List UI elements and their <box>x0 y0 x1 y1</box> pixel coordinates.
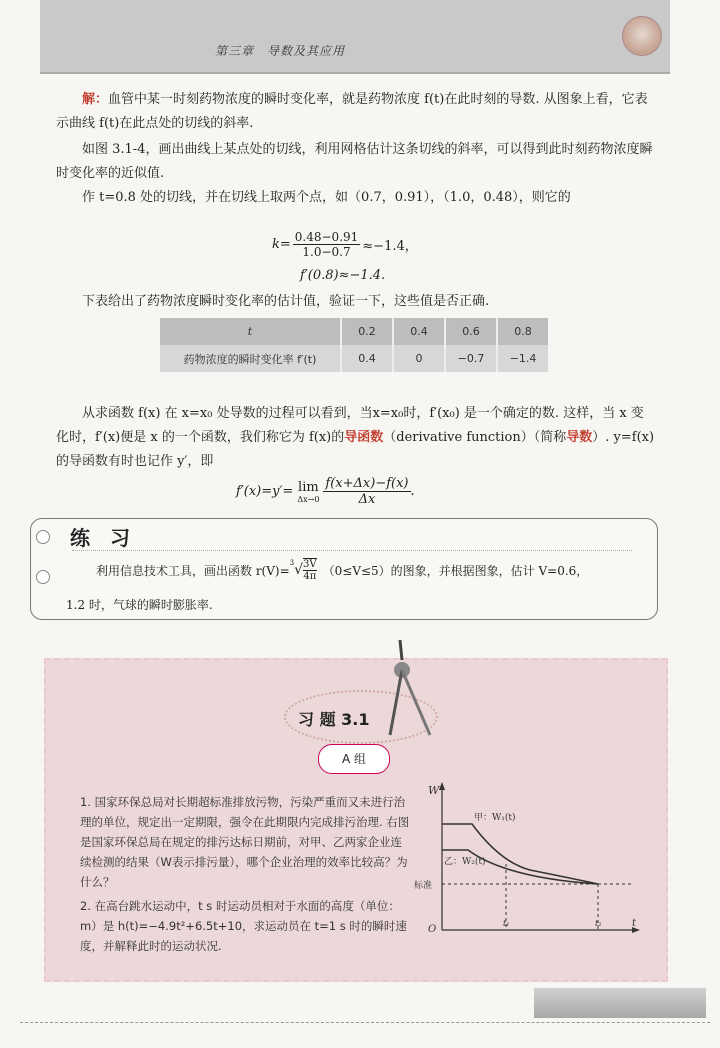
table-cell: 0.2 <box>341 318 393 345</box>
binder-hole-icon <box>36 530 50 544</box>
page-bottom-rule <box>20 1022 710 1023</box>
eq-numerator: 0.48−0.91 <box>294 230 359 244</box>
term-derivative-function: 导函数 <box>344 430 384 445</box>
x-axis-label: t <box>632 918 637 929</box>
t2-tick: t₂ <box>595 919 602 928</box>
root-numerator: 3V <box>303 559 317 570</box>
derivative-text-a: 从求函数 f(x) 在 x=x₀ 处导数的过程可以看到，当x=x₀时，f′(x₀) 是一个确定的数. 这样，当 x 变化时，f′(x)便是 x 的一个函数，我们称它为 f(x)的 <box>56 406 644 445</box>
standard-label: 标准 <box>414 881 433 891</box>
origin-label: O <box>428 924 437 935</box>
practice-text-c: 1.2 时，气球的瞬时膨胀率. <box>66 598 213 612</box>
exercise-question-1: 1. 国家环保总局对长期超标准排放污物，污染严重而又未进行治理的单位，规定出一定期限，强令在此期限内完成排污治理. 右图是国家环保总局在规定的排污达标日期前，对甲、乙两家企业连续检测的结果（W表示排污量），哪个企业治理的效率比较高？为什么？ <box>80 795 410 889</box>
table-cell: −0.7 <box>445 345 497 372</box>
term-derivative: 导数 <box>566 430 593 445</box>
formula-denominator: Δx <box>358 492 376 507</box>
eq-k-label: k= <box>272 237 291 252</box>
table-cell: 0.4 <box>341 345 393 372</box>
page-header <box>40 0 670 74</box>
formula-end: . <box>410 484 415 499</box>
solution-paragraph-2: 如图 3.1-4，画出曲线上某点处的切线，利用网格估计这条切线的斜率，可以得到此时刻药物浓度瞬时变化率的近似值. <box>56 142 653 181</box>
table-cell: 0 <box>393 345 445 372</box>
y-axis-label: W <box>428 784 440 797</box>
pollution-chart <box>410 780 642 940</box>
formula-limit <box>297 480 319 504</box>
slope-equation <box>272 230 418 259</box>
derivative-text-b: （derivative function）（简称 <box>383 430 567 445</box>
compass-icon <box>380 640 440 740</box>
binder-hole-icon <box>36 570 50 584</box>
derivative-formula <box>236 476 415 507</box>
eq-denominator: 1.0−0.7 <box>302 245 351 259</box>
table-cell: 0.4 <box>393 318 445 345</box>
group-badge: A 组 <box>318 744 390 774</box>
table-cell: 0.6 <box>445 318 497 345</box>
derivative-paragraph <box>56 402 656 474</box>
practice-text-b: （0≤V≤5）的图象，并根据图象，估计 V=0.6， <box>322 563 589 578</box>
jia-label: 甲：W₁(t) <box>474 813 516 823</box>
exercise-question-2: 2. 在高台跳水运动中，t s 时运动员相对于水面的高度（单位：m）是 h(t)=−4.9t²+6.5t+10，求运动员在 t=1 s 时的瞬时速度，并解释此时的运动状况. <box>80 899 407 953</box>
table-cell: 0.8 <box>497 318 548 345</box>
table-cell: 药物浓度的瞬时变化率 f′(t) <box>183 352 317 366</box>
solution-paragraph-1 <box>56 88 656 136</box>
t1-tick: t₁ <box>503 919 510 928</box>
curve-jia <box>442 824 598 884</box>
divider <box>72 550 632 551</box>
solution-paragraph-4: 下表给出了药物浓度瞬时变化率的估计值，验证一下，这些值是否正确. <box>82 294 490 309</box>
practice-text-a: 利用信息技术工具，画出函数 r(V)= <box>96 563 290 578</box>
formula-lhs: f′(x)=y′= <box>236 484 294 499</box>
page-footer-bar <box>534 988 706 1018</box>
root-fraction <box>303 558 317 582</box>
radical-icon: √ <box>294 562 304 578</box>
formula-fraction <box>323 476 410 507</box>
y-axis-arrow-icon <box>439 782 445 790</box>
formula-lim: lim <box>298 479 319 495</box>
root-denominator: 4π <box>303 571 317 582</box>
practice-text-line <box>96 558 588 582</box>
practice-title: 练 习 <box>70 526 130 550</box>
exercise-title: 习 题 3.1 <box>298 710 370 729</box>
chapter-title: 第三章 导数及其应用 <box>215 44 346 58</box>
eq-f-derivative: f′(0.8)≈−1.4. <box>300 268 386 283</box>
formula-lim-subscript: Δx→0 <box>297 494 320 504</box>
eq-fraction <box>293 230 361 259</box>
eq-k-result: ≈−1.4， <box>362 239 418 254</box>
yi-label: 乙：W₂(t) <box>444 857 486 867</box>
root-index: 3 <box>289 559 295 567</box>
table-cell: t <box>247 325 253 338</box>
solution-paragraph-3: 作 t=0.8 处的切线，并在切线上取两个点，如（0.7，0.91），（1.0，0.48），则它的 <box>82 190 571 205</box>
solution-label: 解： <box>82 92 109 107</box>
table-header-row <box>160 318 548 345</box>
formula-numerator: f(x+Δx)−f(x) <box>325 476 409 491</box>
table-row <box>160 345 548 372</box>
solution-text-1: 血管中某一时刻药物浓度的瞬时变化率，就是药物浓度 f(t)在此时刻的导数. 从图象上看，它表示曲线 f(t)在此点处的切线的斜率. <box>56 92 648 131</box>
table-cell: −1.4 <box>497 345 548 372</box>
rate-table <box>160 318 548 372</box>
derivative-text-c: ）. y=f(x)的导函数有时也记作 y′，即 <box>56 430 655 469</box>
publisher-logo-icon <box>622 16 662 56</box>
